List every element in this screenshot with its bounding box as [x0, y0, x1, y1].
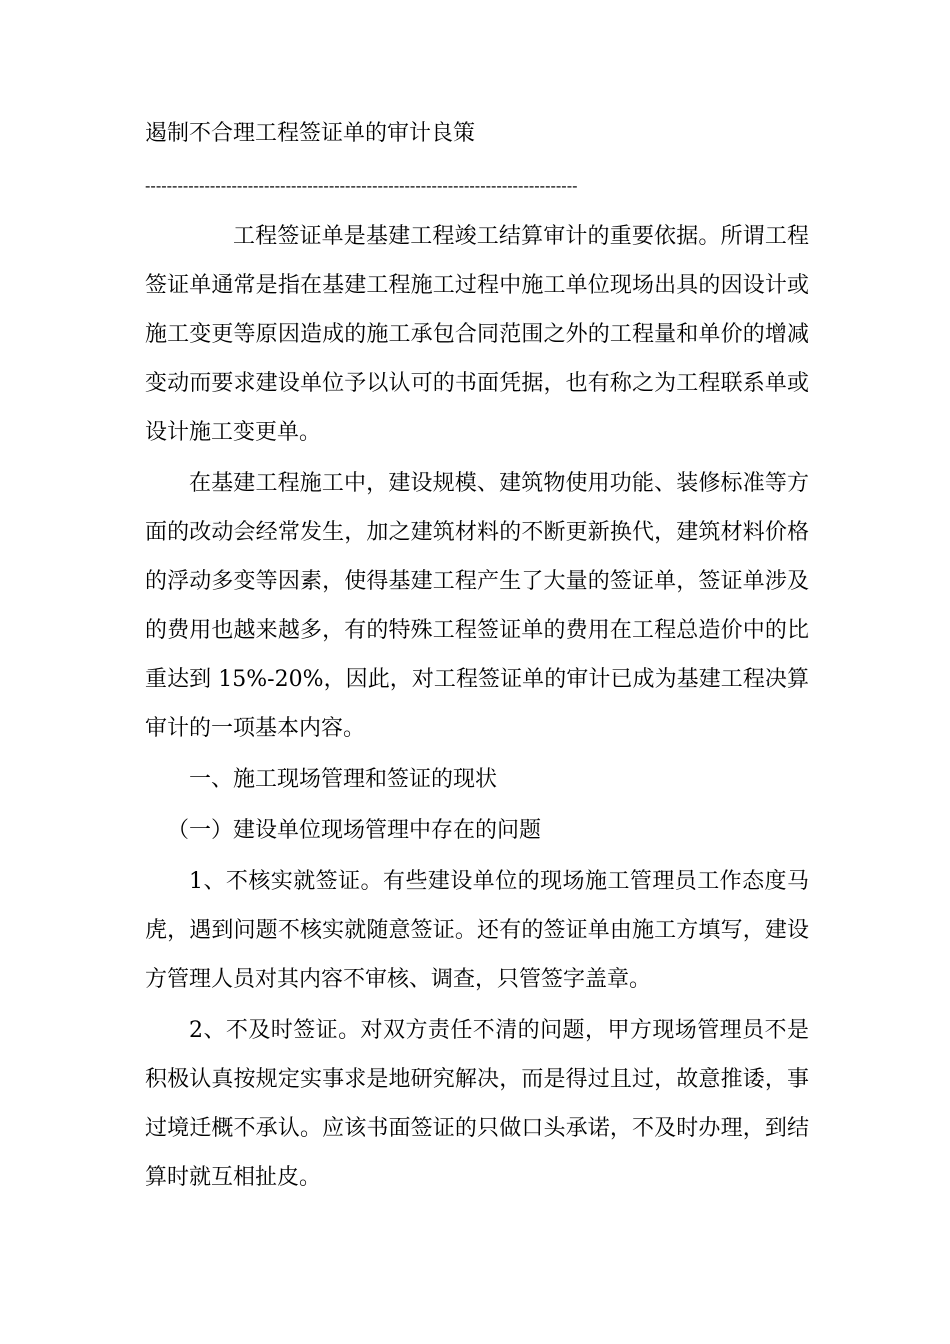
paragraph-point-2: 2、不及时签证。对双方责任不清的问题，甲方现场管理员不是积极认真按规定实事求是地研究解决，而是得过且过，故意推诿，事过境迁概不承认。应该书面签证的只做口头承诺，不及时办理，到结算时就互相扯皮。	[145, 1018, 809, 1190]
document-body	[145, 212, 809, 1204]
divider-line: --------------------------------------------------------------------------------	[145, 176, 578, 195]
document-title: 遏制不合理工程签证单的审计良策	[145, 121, 476, 146]
section-heading: 一、施工现场管理和签证的现状	[189, 767, 498, 792]
paragraph-background: 在基建工程施工中，建设规模、建筑物使用功能、装修标准等方面的改动会经常发生，加之建筑材料的不断更新换代，建筑材料价格的浮动多变等因素，使得基建工程产生了大量的签证单，签证单涉及的费用也越来越多，有的特殊工程签证单的费用在工程总造价中的比重达到 15%-20%，因此，对工程签证单的审计已成为基建工程决算审计的一项基本内容。	[145, 471, 809, 741]
paragraph-intro: 工程签证单是基建工程竣工结算审计的重要依据。所谓工程签证单通常是指在基建工程施工过程中施工单位现场出具的因设计或施工变更等原因造成的施工承包合同范围之外的工程量和单价的增减变动而要求建设单位予以认可的书面凭据，也有称之为工程联系单或设计施工变更单。	[145, 224, 809, 445]
paragraph-point-1: 1、不核实就签证。有些建设单位的现场施工管理员工作态度马虎，遇到问题不核实就随意签证。还有的签证单由施工方填写，建设方管理人员对其内容不审核、调查，只管签字盖章。	[145, 869, 809, 992]
subsection-heading: （一）建设单位现场管理中存在的问题	[167, 818, 542, 843]
